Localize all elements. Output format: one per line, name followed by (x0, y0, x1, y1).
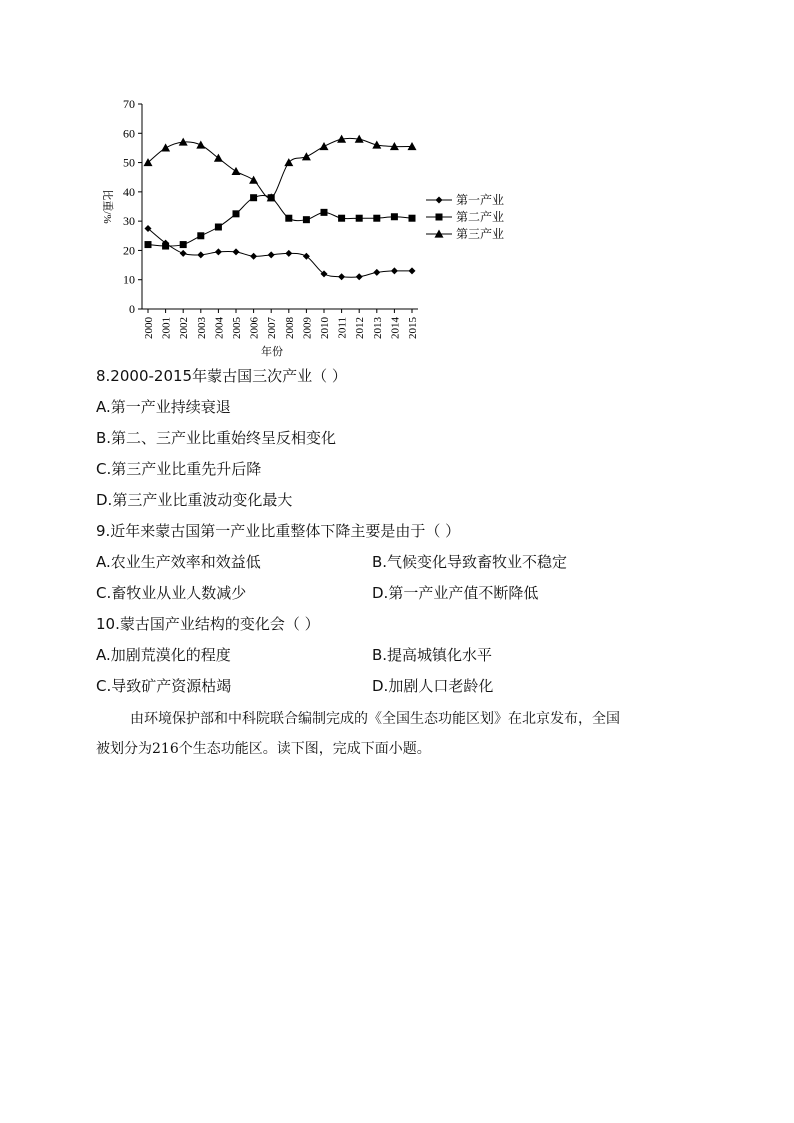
legend-marker (436, 214, 443, 221)
question-9-option-b[interactable]: B.气候变化导致畜牧业不稳定 (372, 553, 568, 571)
y-tick-label: 50 (123, 155, 135, 170)
x-tick-label: 2013 (371, 317, 384, 339)
series-tertiary-point (232, 167, 241, 175)
x-tick-label: 2004 (213, 317, 226, 339)
series-primary-point (285, 250, 292, 257)
series-primary-line (148, 228, 412, 277)
series-secondary-point (285, 215, 292, 222)
series-tertiary-point (249, 176, 258, 184)
question-9-option-a[interactable]: A.农业生产效率和效益低 (96, 553, 261, 571)
question-8-stem: 8.2000-2015年蒙古国三次产业（ ） (96, 367, 347, 385)
x-tick-label: 2008 (283, 317, 296, 339)
series-secondary-point (250, 194, 257, 201)
series-secondary-industry (145, 194, 416, 249)
series-tertiary-point (161, 143, 170, 151)
series-secondary-point (303, 216, 310, 223)
series-primary-point (233, 248, 240, 255)
y-tick-label: 60 (123, 126, 135, 141)
question-8-option-c[interactable]: C.第三产业比重先升后降 (96, 460, 262, 478)
x-tick-label: 2011 (336, 317, 349, 339)
legend-item-tertiary (426, 226, 504, 241)
y-tick-label: 30 (123, 214, 135, 229)
question-10-option-a[interactable]: A.加剧荒漠化的程度 (96, 646, 231, 664)
line-chart-svg (90, 92, 530, 360)
question-10-option-c[interactable]: C.导致矿产资源枯竭 (96, 677, 232, 695)
passage-line-1: 由环境保护部和中科院联合编制完成的《全国生态功能区划》在北京发布，全国 (130, 711, 620, 727)
question-9-stem: 9.近年来蒙古国第一产业比重整体下降主要是由于（ ） (96, 522, 461, 540)
question-9-option-d[interactable]: D.第一产业产值不断降低 (372, 584, 539, 602)
series-secondary-point (338, 215, 345, 222)
series-secondary-point (409, 215, 416, 222)
legend-label: 第二产业 (456, 210, 505, 224)
series-primary-point (250, 253, 257, 260)
question-10-option-b[interactable]: B.提高城镇化水平 (372, 646, 493, 664)
y-tick-label: 20 (123, 243, 135, 258)
x-axis-label: 年份 (261, 346, 283, 358)
industry-share-chart (90, 92, 530, 360)
series-secondary-point (321, 209, 328, 216)
series-primary-point (373, 269, 380, 276)
series-tertiary-point (302, 152, 311, 160)
series-primary-point (180, 250, 187, 257)
series-tertiary-point (320, 142, 329, 150)
series-secondary-point (197, 232, 204, 239)
x-tick-label: 2000 (143, 317, 155, 339)
series-secondary-point (162, 243, 169, 250)
series-secondary-point (373, 215, 380, 222)
legend-label: 第一产业 (456, 193, 505, 207)
series-primary-industry (145, 225, 416, 280)
x-tick-label: 2007 (266, 317, 279, 339)
passage-paragraph (96, 704, 706, 764)
series-primary-point (215, 248, 222, 255)
series-tertiary-point (214, 154, 223, 162)
series-primary-point (197, 251, 204, 258)
x-tick-label: 2009 (301, 317, 314, 339)
y-tick-label: 70 (123, 97, 135, 111)
series-secondary-line (148, 195, 412, 246)
series-secondary-point (145, 241, 152, 248)
question-10-option-d[interactable]: D.加剧人口老龄化 (372, 677, 494, 695)
series-secondary-point (215, 224, 222, 231)
series-primary-point (391, 267, 398, 274)
x-tick-label: 2002 (178, 317, 191, 339)
question-8-option-b[interactable]: B.第二、三产业比重始终呈反相变化 (96, 429, 337, 447)
passage-line-2: 被划分为216个生态功能区。读下图，完成下面小题。 (96, 741, 431, 757)
x-tick-label: 2005 (231, 317, 243, 339)
x-tick-label: 2012 (354, 317, 367, 339)
series-secondary-point (233, 210, 240, 217)
y-tick-label: 40 (123, 184, 135, 199)
series-primary-point (409, 267, 416, 274)
series-tertiary-line (148, 138, 412, 198)
y-tick-label: 10 (123, 272, 135, 287)
series-tertiary-point (196, 141, 205, 149)
series-secondary-point (391, 213, 398, 220)
question-9-option-c[interactable]: C.畜牧业从业人数减少 (96, 584, 247, 602)
y-tick-label: 0 (129, 302, 135, 316)
legend-label: 第三产业 (456, 227, 505, 241)
series-secondary-point (180, 241, 187, 248)
x-tick-label: 2001 (160, 317, 173, 339)
legend-marker (436, 197, 443, 204)
x-tick-label: 2015 (407, 317, 419, 339)
x-tick-label: 2006 (248, 317, 261, 339)
question-8-option-a[interactable]: A.第一产业持续衰退 (96, 398, 231, 416)
y-axis-label: 比重/% (101, 189, 113, 224)
x-tick-label: 2010 (319, 317, 331, 339)
series-primary-point (268, 251, 275, 258)
series-tertiary-industry (144, 135, 417, 202)
question-10-stem: 10.蒙古国产业结构的变化会（ ） (96, 615, 320, 633)
legend-item-primary (426, 192, 504, 207)
series-tertiary-point (284, 158, 293, 166)
question-8-option-d[interactable]: D.第三产业比重波动变化最大 (96, 491, 293, 509)
series-primary-point (338, 273, 345, 280)
series-secondary-point (356, 215, 363, 222)
x-tick-label: 2003 (195, 317, 208, 339)
legend-item-secondary (426, 209, 504, 224)
x-tick-label: 2014 (389, 317, 402, 339)
series-primary-point (356, 273, 363, 280)
